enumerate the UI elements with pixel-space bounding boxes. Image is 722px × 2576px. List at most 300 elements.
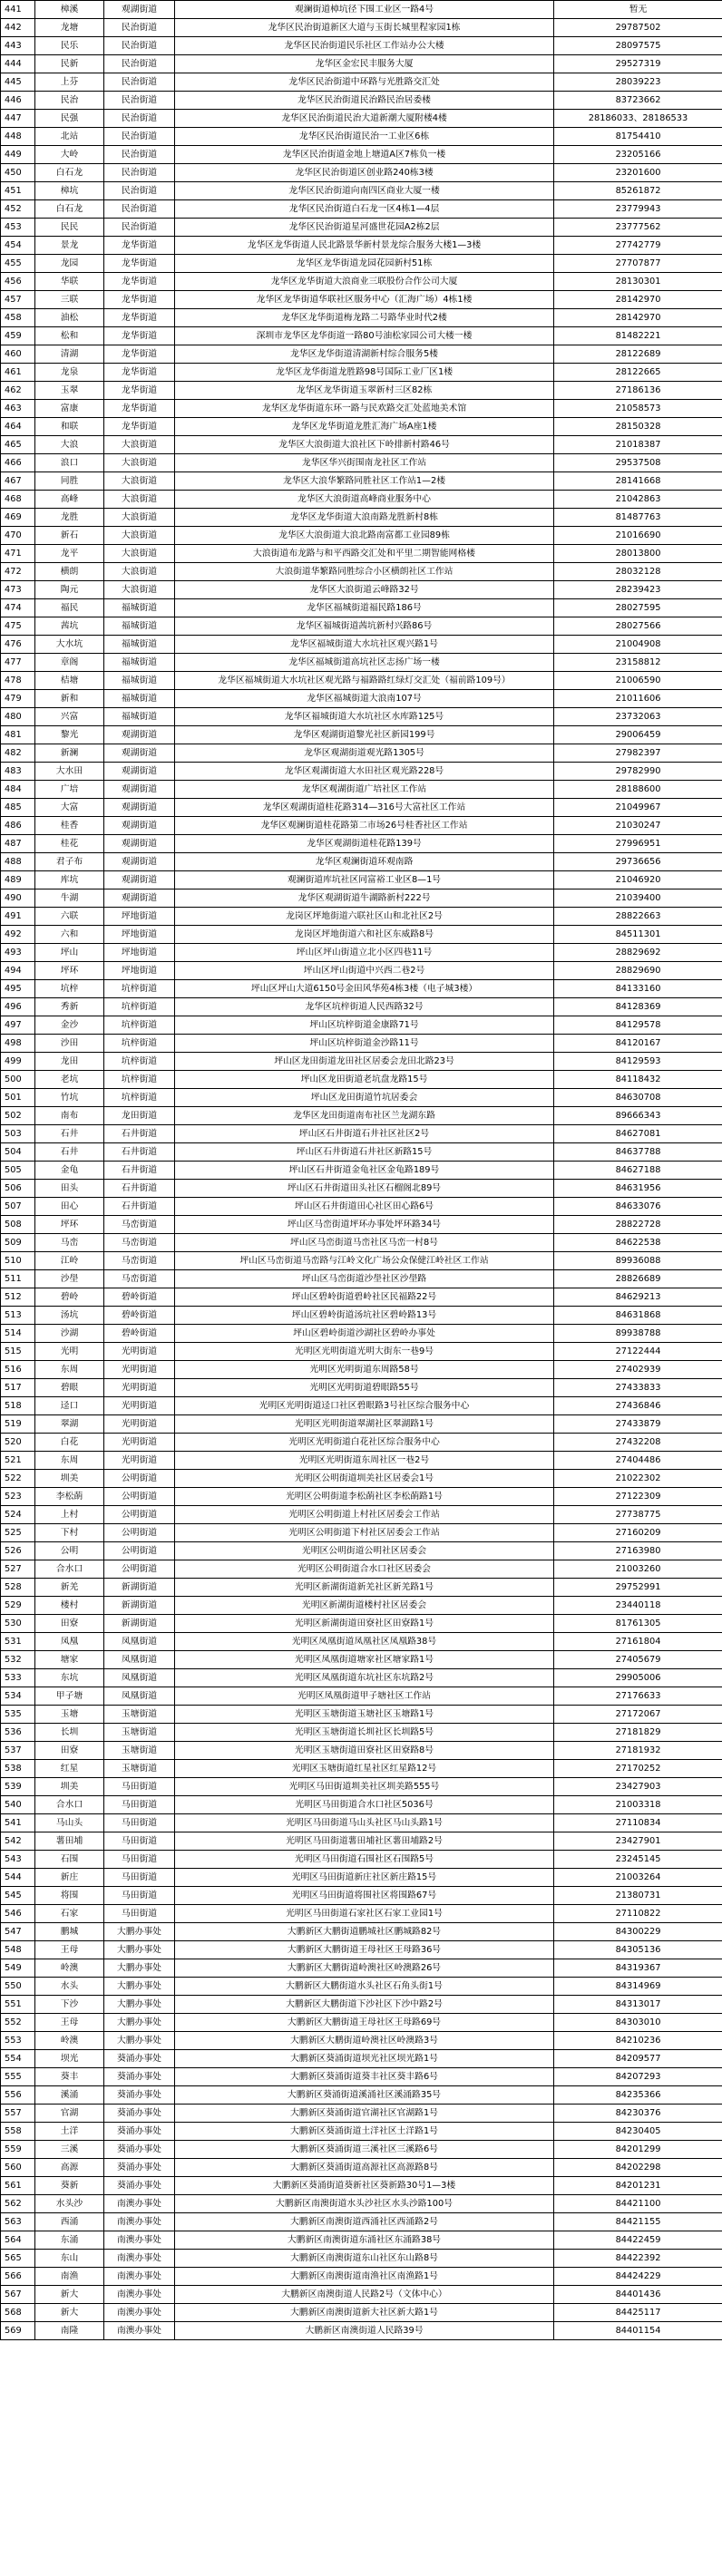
row-number: 568 xyxy=(1,2304,35,2322)
address: 坪山区坪山大道6150号金田风华苑4栋3楼（电子城3楼） xyxy=(175,980,554,998)
row-number: 567 xyxy=(1,2286,35,2304)
community-name: 上村 xyxy=(35,1506,104,1524)
street-office: 民治街道 xyxy=(104,219,175,237)
phone: 27433833 xyxy=(554,1379,722,1397)
street-office: 光明街道 xyxy=(104,1397,175,1415)
community-name: 横朗 xyxy=(35,563,104,581)
table-row xyxy=(1,382,722,400)
street-office: 大鹏办事处 xyxy=(104,1978,175,1996)
community-name: 沙湖 xyxy=(35,1325,104,1343)
address: 大鹏新区南澳街道新大社区新大路1号 xyxy=(175,2304,554,2322)
phone: 27433879 xyxy=(554,1415,722,1434)
address: 光明区马田街道石家社区石家工业园1号 xyxy=(175,1905,554,1923)
community-name: 章阁 xyxy=(35,654,104,672)
community-name: 金沙 xyxy=(35,1016,104,1035)
table-row xyxy=(1,1379,722,1397)
table-row xyxy=(1,1162,722,1180)
table-row xyxy=(1,1978,722,1996)
phone: 81482221 xyxy=(554,327,722,345)
row-number: 494 xyxy=(1,962,35,980)
phone: 27163980 xyxy=(554,1542,722,1560)
community-name: 白花 xyxy=(35,1434,104,1452)
phone: 27160209 xyxy=(554,1524,722,1542)
phone: 84129578 xyxy=(554,1016,722,1035)
phone: 23201600 xyxy=(554,164,722,182)
address: 龙华区福城街道福民路186号 xyxy=(175,599,554,617)
table-row xyxy=(1,2159,722,2177)
phone: 28239423 xyxy=(554,581,722,599)
table-row xyxy=(1,1452,722,1470)
community-name: 石井 xyxy=(35,1143,104,1162)
phone: 84202298 xyxy=(554,2159,722,2177)
phone: 27707877 xyxy=(554,255,722,273)
phone: 28186033、28186533 xyxy=(554,110,722,128)
street-office: 玉塘街道 xyxy=(104,1706,175,1724)
community-name: 玉翠 xyxy=(35,382,104,400)
community-name: 高源 xyxy=(35,2159,104,2177)
community-name: 田心 xyxy=(35,1198,104,1216)
address: 坪山区坪山街道立北小区四巷11号 xyxy=(175,944,554,962)
address: 光明区玉塘街道长圳社区长圳路5号 xyxy=(175,1724,554,1742)
community-name: 白石龙 xyxy=(35,200,104,219)
street-office: 大浪街道 xyxy=(104,509,175,527)
row-number: 565 xyxy=(1,2250,35,2268)
table-row xyxy=(1,1107,722,1125)
phone: 21042863 xyxy=(554,491,722,509)
phone: 21003260 xyxy=(554,1560,722,1579)
table-row xyxy=(1,998,722,1016)
phone: 27402939 xyxy=(554,1361,722,1379)
address: 光明区马田街道将围社区将围路67号 xyxy=(175,1887,554,1905)
street-office: 南澳办事处 xyxy=(104,2250,175,2268)
community-name: 新澜 xyxy=(35,744,104,763)
phone: 84622538 xyxy=(554,1234,722,1252)
row-number: 539 xyxy=(1,1778,35,1796)
table-row xyxy=(1,1706,722,1724)
table-row xyxy=(1,19,722,37)
street-office: 葵涌办事处 xyxy=(104,2141,175,2159)
phone: 81761305 xyxy=(554,1615,722,1633)
table-row xyxy=(1,1361,722,1379)
row-number: 459 xyxy=(1,327,35,345)
row-number: 562 xyxy=(1,2195,35,2213)
phone: 84230376 xyxy=(554,2105,722,2123)
community-name: 王母 xyxy=(35,2014,104,2032)
community-name: 福民 xyxy=(35,599,104,617)
address: 观澜街道库坑社区同富裕工业区8—1号 xyxy=(175,871,554,889)
phone: 29752991 xyxy=(554,1579,722,1597)
table-row xyxy=(1,1434,722,1452)
row-number: 483 xyxy=(1,763,35,781)
address: 坪山区龙田街道老坑盘龙路15号 xyxy=(175,1071,554,1089)
street-office: 公明街道 xyxy=(104,1524,175,1542)
phone: 84319367 xyxy=(554,1959,722,1978)
address: 龙华区观湖街道黎光社区新园199号 xyxy=(175,726,554,744)
phone: 23245145 xyxy=(554,1851,722,1869)
street-office: 坪地街道 xyxy=(104,926,175,944)
street-office: 坑梓街道 xyxy=(104,998,175,1016)
community-name: 石围 xyxy=(35,1851,104,1869)
table-row xyxy=(1,1488,722,1506)
address: 龙岗区坪地街道六和社区东威路8号 xyxy=(175,926,554,944)
phone: 84629213 xyxy=(554,1288,722,1307)
street-office: 大鹏办事处 xyxy=(104,1959,175,1978)
row-number: 504 xyxy=(1,1143,35,1162)
phone: 27405679 xyxy=(554,1651,722,1669)
address: 光明区光明街道东周社区一巷2号 xyxy=(175,1452,554,1470)
community-name: 翠湖 xyxy=(35,1415,104,1434)
phone: 21004908 xyxy=(554,636,722,654)
community-name: 水头 xyxy=(35,1978,104,1996)
phone: 27742779 xyxy=(554,237,722,255)
row-number: 534 xyxy=(1,1687,35,1706)
table-row xyxy=(1,1796,722,1814)
community-name: 南隆 xyxy=(35,2322,104,2340)
street-office: 马田街道 xyxy=(104,1778,175,1796)
row-number: 469 xyxy=(1,509,35,527)
street-office: 南澳办事处 xyxy=(104,2286,175,2304)
row-number: 543 xyxy=(1,1851,35,1869)
community-name: 松和 xyxy=(35,327,104,345)
address: 龙华区观湖街道大水田社区观光路228号 xyxy=(175,763,554,781)
table-row xyxy=(1,1814,722,1832)
phone: 84313017 xyxy=(554,1996,722,2014)
address: 大鹏新区大鹏街道鹏城社区鹏城路82号 xyxy=(175,1923,554,1941)
phone: 21003264 xyxy=(554,1869,722,1887)
street-office: 马田街道 xyxy=(104,1814,175,1832)
row-number: 563 xyxy=(1,2213,35,2231)
phone: 84401154 xyxy=(554,2322,722,2340)
phone: 84421155 xyxy=(554,2213,722,2231)
address: 光明区新湖街道新羌社区新羌路1号 xyxy=(175,1579,554,1597)
phone: 28027595 xyxy=(554,599,722,617)
phone: 21058573 xyxy=(554,400,722,418)
phone: 21046920 xyxy=(554,871,722,889)
row-number: 528 xyxy=(1,1579,35,1597)
community-name: 东涌 xyxy=(35,2231,104,2250)
phone: 28013800 xyxy=(554,545,722,563)
table-row xyxy=(1,55,722,73)
street-office: 观湖街道 xyxy=(104,853,175,871)
street-office: 龙华街道 xyxy=(104,273,175,291)
community-name: 楼村 xyxy=(35,1597,104,1615)
street-office: 观湖街道 xyxy=(104,726,175,744)
phone: 28097575 xyxy=(554,37,722,55)
row-number: 454 xyxy=(1,237,35,255)
row-number: 451 xyxy=(1,182,35,200)
row-number: 531 xyxy=(1,1633,35,1651)
row-number: 546 xyxy=(1,1905,35,1923)
phone: 27996951 xyxy=(554,835,722,853)
phone: 28829690 xyxy=(554,962,722,980)
phone: 89666343 xyxy=(554,1107,722,1125)
community-name: 坑梓 xyxy=(35,980,104,998)
street-office: 马田街道 xyxy=(104,1905,175,1923)
phone: 21016690 xyxy=(554,527,722,545)
table-row xyxy=(1,454,722,472)
street-office: 观湖街道 xyxy=(104,744,175,763)
community-name: 大浪 xyxy=(35,436,104,454)
address: 光明区新湖街道楼村社区居委会 xyxy=(175,1597,554,1615)
table-row xyxy=(1,2213,722,2231)
street-office: 坑梓街道 xyxy=(104,1071,175,1089)
phone: 89938788 xyxy=(554,1325,722,1343)
table-row xyxy=(1,92,722,110)
table-row xyxy=(1,654,722,672)
street-office: 龙田街道 xyxy=(104,1107,175,1125)
row-number: 463 xyxy=(1,400,35,418)
phone: 27181829 xyxy=(554,1724,722,1742)
address: 龙华区龙华街道大浪商业三联股份合作公司大厦 xyxy=(175,273,554,291)
row-number: 554 xyxy=(1,2050,35,2068)
row-number: 471 xyxy=(1,545,35,563)
table-row xyxy=(1,1996,722,2014)
phone: 28150328 xyxy=(554,418,722,436)
row-number: 512 xyxy=(1,1288,35,1307)
address: 龙华区民治街道金地上塘道A区7栋负一楼 xyxy=(175,146,554,164)
table-row xyxy=(1,2195,722,2213)
table-row xyxy=(1,1669,722,1687)
community-name: 光明 xyxy=(35,1343,104,1361)
row-number: 442 xyxy=(1,19,35,37)
community-name: 大水田 xyxy=(35,763,104,781)
community-name: 牛湖 xyxy=(35,889,104,908)
community-name: 秀新 xyxy=(35,998,104,1016)
address: 坪山区坑梓街道金康路71号 xyxy=(175,1016,554,1035)
street-office: 凤凰街道 xyxy=(104,1651,175,1669)
row-number: 560 xyxy=(1,2159,35,2177)
street-office: 光明街道 xyxy=(104,1434,175,1452)
address: 坪山区马峦街道马峦路与江岭文化广场公众保健江岭社区工作站 xyxy=(175,1252,554,1270)
street-office: 南澳办事处 xyxy=(104,2213,175,2231)
address: 光明区马田街道合水口社区5036号 xyxy=(175,1796,554,1814)
address: 深圳市龙华区龙华街道一路80号油松家园公司大楼一楼 xyxy=(175,327,554,345)
row-number: 514 xyxy=(1,1325,35,1343)
address: 光明区凤凰街道塘家社区塘家路1号 xyxy=(175,1651,554,1669)
address: 龙华区民治街道民治一工业区6栋 xyxy=(175,128,554,146)
row-number: 503 xyxy=(1,1125,35,1143)
phone: 81487763 xyxy=(554,509,722,527)
community-name: 新和 xyxy=(35,690,104,708)
community-name: 葵丰 xyxy=(35,2068,104,2086)
community-name: 鹏城 xyxy=(35,1923,104,1941)
phone: 84207293 xyxy=(554,2068,722,2086)
table-row xyxy=(1,2286,722,2304)
phone: 21039400 xyxy=(554,889,722,908)
address: 光明区公明街道圳美社区居委会1号 xyxy=(175,1470,554,1488)
phone: 29787502 xyxy=(554,19,722,37)
community-name: 迳口 xyxy=(35,1397,104,1415)
row-number: 544 xyxy=(1,1869,35,1887)
street-office: 公明街道 xyxy=(104,1470,175,1488)
street-office: 龙华街道 xyxy=(104,237,175,255)
phone: 84631868 xyxy=(554,1307,722,1325)
community-name: 红星 xyxy=(35,1760,104,1778)
table-row xyxy=(1,690,722,708)
row-number: 517 xyxy=(1,1379,35,1397)
row-number: 468 xyxy=(1,491,35,509)
phone: 29736656 xyxy=(554,853,722,871)
table-row xyxy=(1,1180,722,1198)
table-row xyxy=(1,2250,722,2268)
street-office: 石井街道 xyxy=(104,1180,175,1198)
street-office: 福城街道 xyxy=(104,708,175,726)
street-office: 坪地街道 xyxy=(104,908,175,926)
street-office: 南澳办事处 xyxy=(104,2322,175,2340)
row-number: 474 xyxy=(1,599,35,617)
street-office: 凤凰街道 xyxy=(104,1633,175,1651)
table-row xyxy=(1,182,722,200)
row-number: 456 xyxy=(1,273,35,291)
phone: 28188600 xyxy=(554,781,722,799)
community-name: 将围 xyxy=(35,1887,104,1905)
community-name: 龙塘 xyxy=(35,19,104,37)
street-office: 凤凰街道 xyxy=(104,1687,175,1706)
row-number: 441 xyxy=(1,1,35,19)
phone: 27982397 xyxy=(554,744,722,763)
row-number: 555 xyxy=(1,2068,35,2086)
table-row xyxy=(1,1125,722,1143)
community-name: 新石 xyxy=(35,527,104,545)
street-office: 龙华街道 xyxy=(104,400,175,418)
street-office: 龙华街道 xyxy=(104,382,175,400)
address: 坪山区马峦街道坪环办事处坪环路34号 xyxy=(175,1216,554,1234)
community-name: 龙平 xyxy=(35,545,104,563)
community-name: 南渔 xyxy=(35,2268,104,2286)
row-number: 492 xyxy=(1,926,35,944)
community-name: 民强 xyxy=(35,110,104,128)
phone: 27404486 xyxy=(554,1452,722,1470)
table-row xyxy=(1,599,722,617)
row-number: 486 xyxy=(1,817,35,835)
phone: 84627081 xyxy=(554,1125,722,1143)
street-office: 观湖街道 xyxy=(104,1,175,19)
phone: 84627188 xyxy=(554,1162,722,1180)
table-row xyxy=(1,37,722,55)
street-office: 民治街道 xyxy=(104,19,175,37)
phone: 84630708 xyxy=(554,1089,722,1107)
address: 光明区光明街道碧眼路55号 xyxy=(175,1379,554,1397)
table-row xyxy=(1,2231,722,2250)
street-office: 民治街道 xyxy=(104,73,175,92)
street-office: 民治街道 xyxy=(104,92,175,110)
table-row xyxy=(1,1832,722,1851)
community-name: 汤坑 xyxy=(35,1307,104,1325)
community-name: 公明 xyxy=(35,1542,104,1560)
phone: 84210236 xyxy=(554,2032,722,2050)
community-name: 陶元 xyxy=(35,581,104,599)
street-office: 坑梓街道 xyxy=(104,1053,175,1071)
phone: 28032128 xyxy=(554,563,722,581)
row-number: 542 xyxy=(1,1832,35,1851)
row-number: 564 xyxy=(1,2231,35,2250)
table-row xyxy=(1,853,722,871)
community-name: 三溪 xyxy=(35,2141,104,2159)
community-name: 合水口 xyxy=(35,1796,104,1814)
address: 龙华区民治街道民乐社区工作站办公大楼 xyxy=(175,37,554,55)
community-name: 竹坑 xyxy=(35,1089,104,1107)
address: 坪山区石井街道石井社区新路15号 xyxy=(175,1143,554,1162)
address: 龙华区福城街道大水坑社区水库路125号 xyxy=(175,708,554,726)
street-office: 葵涌办事处 xyxy=(104,2177,175,2195)
community-name: 碧岭 xyxy=(35,1288,104,1307)
community-name: 石井 xyxy=(35,1125,104,1143)
street-office: 大鹏办事处 xyxy=(104,1923,175,1941)
street-office: 大浪街道 xyxy=(104,581,175,599)
address: 坪山区石井街道金龟社区金龟路189号 xyxy=(175,1162,554,1180)
phone: 81754410 xyxy=(554,128,722,146)
row-number: 476 xyxy=(1,636,35,654)
row-number: 530 xyxy=(1,1615,35,1633)
table-row xyxy=(1,1597,722,1615)
phone: 84633076 xyxy=(554,1198,722,1216)
address: 光明区玉塘街道田寮社区田寮路8号 xyxy=(175,1742,554,1760)
address: 光明区马田街道薯田埔社区薯田埔路2号 xyxy=(175,1832,554,1851)
street-office: 南澳办事处 xyxy=(104,2304,175,2322)
phone: 84201299 xyxy=(554,2141,722,2159)
table-row xyxy=(1,1923,722,1941)
row-number: 457 xyxy=(1,291,35,309)
street-office: 大浪街道 xyxy=(104,436,175,454)
street-office: 光明街道 xyxy=(104,1415,175,1434)
street-office: 龙华街道 xyxy=(104,255,175,273)
street-office: 马田街道 xyxy=(104,1796,175,1814)
phone: 27176633 xyxy=(554,1687,722,1706)
street-office: 石井街道 xyxy=(104,1125,175,1143)
street-office: 石井街道 xyxy=(104,1198,175,1216)
row-number: 505 xyxy=(1,1162,35,1180)
street-office: 龙华街道 xyxy=(104,327,175,345)
phone: 28130301 xyxy=(554,273,722,291)
street-office: 玉塘街道 xyxy=(104,1760,175,1778)
phone: 暂无 xyxy=(554,1,722,19)
table-row xyxy=(1,1143,722,1162)
phone: 84511301 xyxy=(554,926,722,944)
street-office: 龙华街道 xyxy=(104,309,175,327)
phone: 29782990 xyxy=(554,763,722,781)
table-row xyxy=(1,1216,722,1234)
row-number: 500 xyxy=(1,1071,35,1089)
street-office: 葵涌办事处 xyxy=(104,2105,175,2123)
street-office: 民治街道 xyxy=(104,110,175,128)
address: 大鹏新区南澳街道东山社区东山路8号 xyxy=(175,2250,554,2268)
community-name: 华联 xyxy=(35,273,104,291)
table-row xyxy=(1,545,722,563)
community-name: 油松 xyxy=(35,309,104,327)
address: 大鹏新区南澳街道西涌社区西涌路2号 xyxy=(175,2213,554,2231)
phone: 21003318 xyxy=(554,1796,722,1814)
row-number: 445 xyxy=(1,73,35,92)
community-name: 库坑 xyxy=(35,871,104,889)
community-name: 西涌 xyxy=(35,2213,104,2231)
address: 光明区公明街道下村社区居委会工作站 xyxy=(175,1524,554,1542)
row-number: 467 xyxy=(1,472,35,491)
row-number: 529 xyxy=(1,1597,35,1615)
address: 大鹏新区葵涌街道葵新社区葵新路30号1—3楼 xyxy=(175,2177,554,2195)
phone: 28122665 xyxy=(554,364,722,382)
phone: 84303010 xyxy=(554,2014,722,2032)
table-row xyxy=(1,1,722,19)
table-row xyxy=(1,1687,722,1706)
table-row xyxy=(1,164,722,182)
address: 坪山区石井街道田心社区田心路6号 xyxy=(175,1198,554,1216)
address: 光明区马田街道石围社区石围路5号 xyxy=(175,1851,554,1869)
phone: 28141668 xyxy=(554,472,722,491)
row-number: 515 xyxy=(1,1343,35,1361)
community-name: 新羌 xyxy=(35,1579,104,1597)
address: 龙岗区坪地街道六联社区山和北社区2号 xyxy=(175,908,554,926)
table-row xyxy=(1,1089,722,1107)
